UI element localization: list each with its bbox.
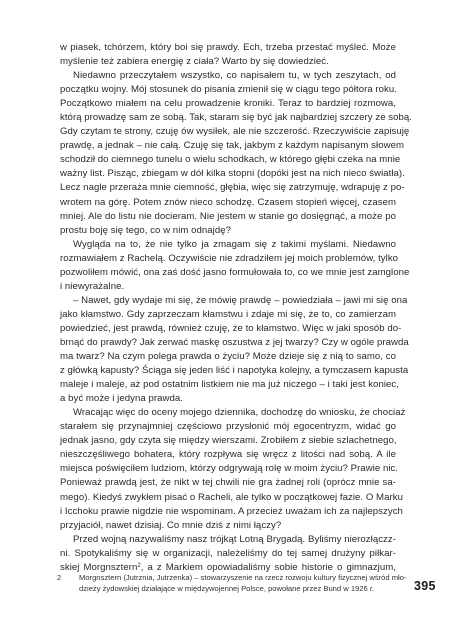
text-line: Przed wojną nazywaliśmy nasz trójkąt Lotną Brygadą. Byliśmy nierozłączz-: [73, 533, 396, 545]
page-number: 395: [414, 579, 436, 593]
text-line: skiej Morgnsztern$^2$, a z Markiem opowiadaliśmy sobie historie o gimnazjum,: [60, 561, 396, 573]
text-line: początku wojny. Mój stosunek do pisania zmienił się w ciągu tego półtora roku.: [60, 84, 398, 96]
text-line: brnąć do prawdy? Jak zerwać maskę oszustwa z jej twarzy? Czy w ogóle prawda: [60, 336, 409, 348]
text-line: rozmawiałem z Rachelą. Oczywiście nie zdradziłem jej moich problemów, tylko: [60, 252, 399, 264]
text-line: Początkowo miałem na celu prowadzenie kroniki. Teraz to bardziej rozmowa,: [60, 98, 396, 110]
footnote: [57, 572, 407, 594]
text-line: mego). Kiedyś zwykłem pisać o Racheli, ale tylko w początkowej fazie. O Marku: [60, 491, 403, 503]
text-line: ni. Spotykaliśmy się w organizacji, należeliśmy do tej samej drużyny piłkar-: [60, 547, 396, 559]
text-line: pozwoliłem mówić, ona zaś dość jasno formułowała to, co we mnie jest zamglone: [60, 266, 410, 278]
text-line: Wygląda na to, że nie tylko ja zmagam się z takimi myślami. Niedawno: [73, 238, 396, 250]
text-line: nieszczęśliwego bohatera, który rozpływa się wręcz z litości nad sobą. A ile: [60, 449, 396, 461]
text-line: Wracając więc do oceny mojego dziennika, dochodzę do wniosku, że chociaż: [73, 407, 406, 419]
text-line: myślenie też zabiera energię z ciała? Warto by się dowiedzieć.: [60, 56, 329, 68]
text-line: Gdy czytam te strony, czuję ów wysiłek, ale nie szczerość. Rzeczywiście zapisuję: [60, 126, 410, 138]
footnote-ref: 2: [137, 562, 141, 569]
footnote-line-2: dzieży żydowskiej działające w międzywojennej Polsce, powołane przez Bund w 1926 r.: [79, 584, 375, 593]
text-line: Ponieważ prawdą jest, że nikt w tej chwili nie gra żadnej roli (oprócz mnie sa-: [60, 477, 396, 489]
text-line: maleje i maleje, aż pod ostatnim listkiem nie ma już niczego – i taki jest koniec,: [60, 379, 399, 391]
text-line: starałem się przynajmniej częściowo przysłonić mój egocentryzm, widać go: [60, 421, 396, 433]
text-line: jako kłamstwo. Gdy zaprzeczam kłamstwu i zdaje mi się, że to, co zamierzam: [60, 308, 396, 320]
text-line: miejsca poświęciłem ludziom, którzy odgrywają rolę w moim życiu? Prawie nic.: [60, 463, 399, 475]
text-line: – Nawet, gdy wydaje mi się, że mówię prawdę – powiedziała – jawi mi się ona: [73, 294, 408, 306]
text-line: i Icchoku prawie nigdzie nie wspominam. A przecież uważam ich za najlepszych: [60, 505, 403, 517]
text-line: prawdę, a jednak – nie całą. Czuję się tak, jakbym z każdym napisanym słowem: [60, 140, 404, 152]
text-line: i niewyrażalne.: [60, 280, 125, 292]
footnote-line-1: Morgnsztern (Jutrznia, Jutrzenka) – stowarzyszenie na rzecz rozwoju kultury fizycznej wśród mło-: [79, 573, 407, 582]
text-line: ważny list. Pisząc, zbiegam w dół kilka stopni (dopóki jest na nich nieco światła).: [60, 168, 405, 180]
text-line: z główką kapusty? Ściąga się jeden liść i napotyka kolejny, a tymczasem kapusta: [60, 365, 409, 377]
text-line: a być może i jedyna prawda.: [60, 393, 183, 405]
footnote-number: 2: [57, 573, 62, 582]
text-line: Lecz nagle przeraża mnie ciemność, głębia, więc się zatrzymuję, wdrapuję z po-: [60, 182, 405, 194]
text-line: Niedawno przeczytałem wszystko, co napisałem tu, w tych zeszytach, od: [73, 70, 396, 82]
text-line: powiedzieć, jest prawdą, również czuję, że to kłamstwo. Więc w jaki sposób do-: [60, 322, 402, 334]
main-text: [60, 41, 413, 575]
text-line: przyjaciół, nawet dzisiaj. Co mnie dziś z nimi łączy?: [60, 519, 282, 531]
text-line: schodził do ciemnego tunelu o wielu schodkach, w którego głębi czeka na mnie: [60, 154, 401, 166]
text-line: jednak jasno, gdy czyta się między wierszami. Zrobiłem z siebie szlachetnego,: [60, 435, 397, 447]
text-line: w piasek, tchórzem, który boi się prawdy. Ech, trzeba przestać myśleć. Może: [60, 42, 396, 53]
text-line: ma twarz? Na czym polega prawda o życiu? Może dzieje się z nią to samo, co: [60, 351, 396, 363]
text-line: wrotem na górę. Potem znów nieco schodzę. Czasem stopień więcej, czasem: [60, 196, 396, 208]
text-line: mniej. Ale do listu nie docieram. Nie jestem w stanie go dosięgnąć, a może po: [60, 210, 396, 222]
text-line: prostu boję się tego, co w nim odnajdę?: [60, 224, 232, 236]
text-line: którą prowadzę sam ze sobą. Tak, staram się być jak najbardziej szczery ze sobą.: [60, 112, 413, 124]
